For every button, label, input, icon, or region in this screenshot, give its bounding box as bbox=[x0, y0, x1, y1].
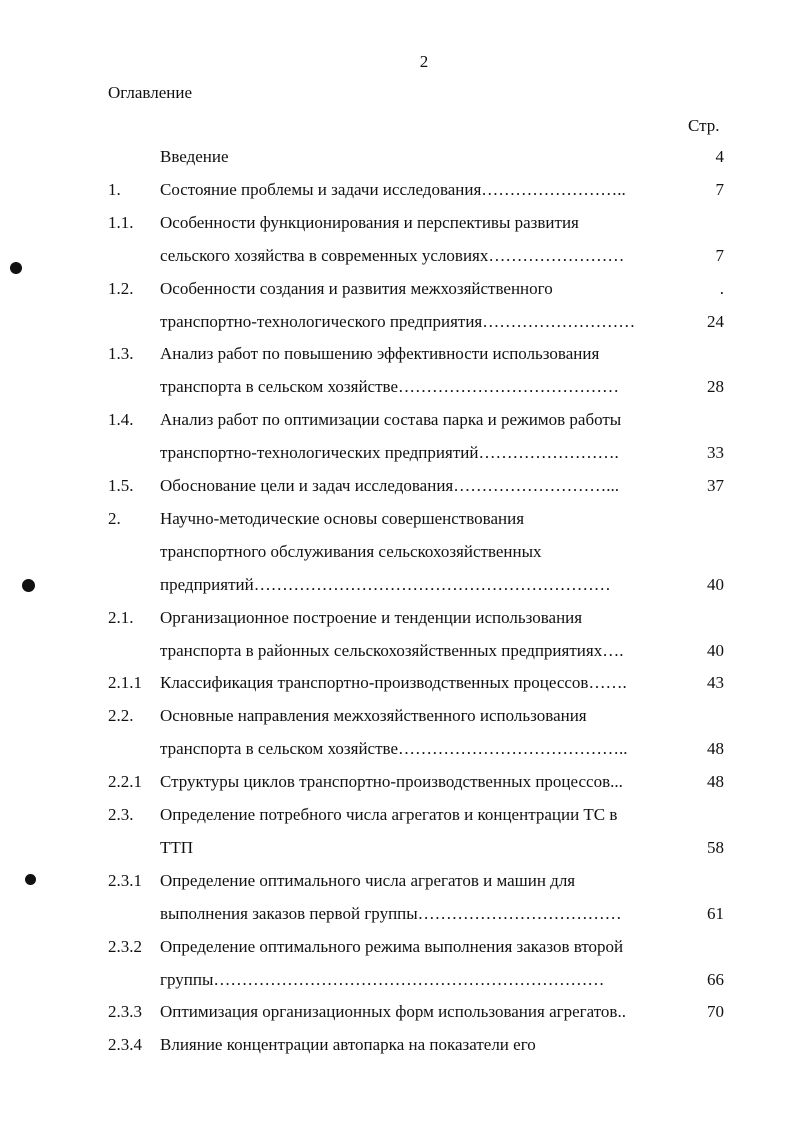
toc-section-number: 1.4. bbox=[108, 410, 134, 430]
toc-row bbox=[0, 737, 794, 761]
toc-row bbox=[0, 441, 794, 465]
toc-row bbox=[0, 968, 794, 992]
toc-entry-title: транспорта в районных сельскохозяйственных предприятиях…. bbox=[160, 640, 624, 660]
punch-hole-mark bbox=[10, 262, 22, 274]
toc-row bbox=[0, 1033, 794, 1057]
toc-entry-title: Определение оптимального режима выполнения заказов второй bbox=[160, 936, 624, 956]
page-number: 2 bbox=[419, 52, 429, 71]
toc-entry-title: Оптимизация организационных форм использования агрегатов.. bbox=[160, 1002, 626, 1022]
toc-entry-title: Обоснование цели и задач исследования………………………... bbox=[160, 476, 619, 495]
toc-entry-title: сельского хозяйства в современных условиях…………………… bbox=[160, 245, 625, 265]
toc-page-number: 7 bbox=[715, 179, 724, 199]
toc-row bbox=[0, 1000, 794, 1024]
toc-row bbox=[0, 145, 794, 169]
toc-section-number: 1.5. bbox=[108, 476, 134, 495]
toc-section-number: 2.1. bbox=[108, 607, 134, 627]
toc-row bbox=[0, 375, 794, 399]
toc-row bbox=[0, 836, 794, 860]
toc-page-number: 43 bbox=[707, 673, 724, 693]
toc-entry-title: Определение потребного числа агрегатов и концентрации ТС в bbox=[160, 805, 618, 824]
toc-row bbox=[0, 704, 794, 728]
toc-section-number: 2.3.4 bbox=[108, 1035, 142, 1055]
toc-page-number: 61 bbox=[707, 903, 724, 923]
toc-entry-title: транспорта в сельском хозяйстве………………………………….. bbox=[160, 739, 628, 759]
toc-section-number: 1.1. bbox=[108, 212, 134, 232]
toc-entry-title: Организационное построение и тенденции использования bbox=[160, 607, 583, 627]
punch-hole-mark bbox=[22, 579, 35, 592]
toc-row bbox=[0, 507, 794, 531]
toc-entry-title: транспортного обслуживания сельскохозяйственных bbox=[160, 541, 542, 561]
toc-section-number: 2.3.3 bbox=[108, 1002, 142, 1022]
toc-page-number: . bbox=[719, 278, 724, 298]
toc-entry-title: выполнения заказов первой группы……………………………… bbox=[160, 903, 622, 923]
toc-row bbox=[0, 540, 794, 564]
toc-entry-title: Научно-методические основы совершенствования bbox=[160, 508, 525, 528]
page-column-label: Стр. bbox=[688, 116, 720, 135]
toc-page-number: 7 bbox=[715, 245, 724, 265]
toc-section-number: 2.2.1 bbox=[108, 772, 142, 792]
toc-section-number: 1. bbox=[108, 179, 121, 199]
punch-hole-mark bbox=[25, 874, 36, 885]
toc-entry-title: предприятий……………………………………………………… bbox=[160, 574, 611, 594]
toc-section-number: 2.3. bbox=[108, 805, 134, 824]
toc-row bbox=[0, 902, 794, 926]
toc-row bbox=[0, 310, 794, 334]
toc-section-number: 2.1.1 bbox=[108, 673, 142, 693]
toc-entry-title: Основные направления межхозяйственного использования bbox=[160, 706, 587, 726]
toc-entry-title: Анализ работ по оптимизации состава парка и режимов работы bbox=[160, 410, 622, 430]
toc-section-number: 2.3.2 bbox=[108, 936, 142, 956]
toc-page-number: 48 bbox=[707, 772, 724, 792]
toc-row bbox=[0, 671, 794, 695]
toc-page-number: 4 bbox=[715, 147, 724, 166]
toc-page-number: 58 bbox=[707, 837, 724, 857]
toc-row bbox=[0, 178, 794, 202]
toc-row bbox=[0, 935, 794, 959]
toc-row bbox=[0, 573, 794, 597]
toc-entry-title: Состояние проблемы и задачи исследования…………………….. bbox=[160, 179, 626, 199]
toc-row bbox=[0, 277, 794, 301]
toc-row bbox=[0, 606, 794, 630]
toc-entry-title: Классификация транспортно-производственных процессов……. bbox=[160, 673, 627, 693]
toc-section-number: 2.3.1 bbox=[108, 870, 142, 890]
toc-row bbox=[0, 639, 794, 663]
toc-section-number: 2. bbox=[108, 508, 121, 528]
toc-entry-title: Определение оптимального числа агрегатов и машин для bbox=[160, 870, 576, 890]
toc-entry-title: транспорта в сельском хозяйстве………………………………… bbox=[160, 377, 619, 397]
toc-page-number: 48 bbox=[707, 739, 724, 759]
toc-page-number: 24 bbox=[707, 311, 724, 331]
toc-page-number: 28 bbox=[707, 377, 724, 397]
toc-row bbox=[0, 474, 794, 498]
toc-page-number: 40 bbox=[707, 640, 724, 660]
toc-heading: Оглавление bbox=[108, 83, 192, 102]
toc-page-number: 33 bbox=[707, 443, 724, 463]
toc-entry-title: транспортно-технологических предприятий……………………. bbox=[160, 443, 619, 463]
toc-entry-title: транспортно-технологического предприятия……………………… bbox=[160, 311, 636, 331]
toc-row bbox=[0, 803, 794, 827]
toc-entry-title: Особенности функционирования и перспективы развития bbox=[160, 212, 579, 232]
toc-entry-title: Структуры циклов транспортно-производственных процессов... bbox=[160, 772, 623, 792]
toc-section-number: 1.3. bbox=[108, 344, 134, 364]
toc-section-number: 2.2. bbox=[108, 706, 134, 726]
toc-row bbox=[0, 408, 794, 432]
toc-row bbox=[0, 869, 794, 893]
toc-row bbox=[0, 342, 794, 366]
toc-section-number: 1.2. bbox=[108, 278, 134, 298]
toc-page-number: 66 bbox=[707, 969, 724, 989]
toc-entry-title: Влияние концентрации автопарка на показатели его bbox=[160, 1035, 536, 1055]
toc-page-number: 40 bbox=[707, 574, 724, 594]
toc-page-number: 70 bbox=[707, 1002, 724, 1022]
toc-entry-title: группы…………………………………………………………… bbox=[160, 969, 605, 989]
toc-entry-title: Особенности создания и развития межхозяйственного bbox=[160, 278, 553, 298]
toc-page-number: 37 bbox=[707, 476, 724, 495]
toc-row bbox=[0, 211, 794, 235]
toc-row bbox=[0, 770, 794, 794]
toc-entry-title: Анализ работ по повышению эффективности использования bbox=[160, 344, 600, 364]
toc-entry-title: ТТП bbox=[160, 837, 194, 857]
toc-entry-title: Введение bbox=[160, 147, 229, 166]
toc-row bbox=[0, 244, 794, 268]
